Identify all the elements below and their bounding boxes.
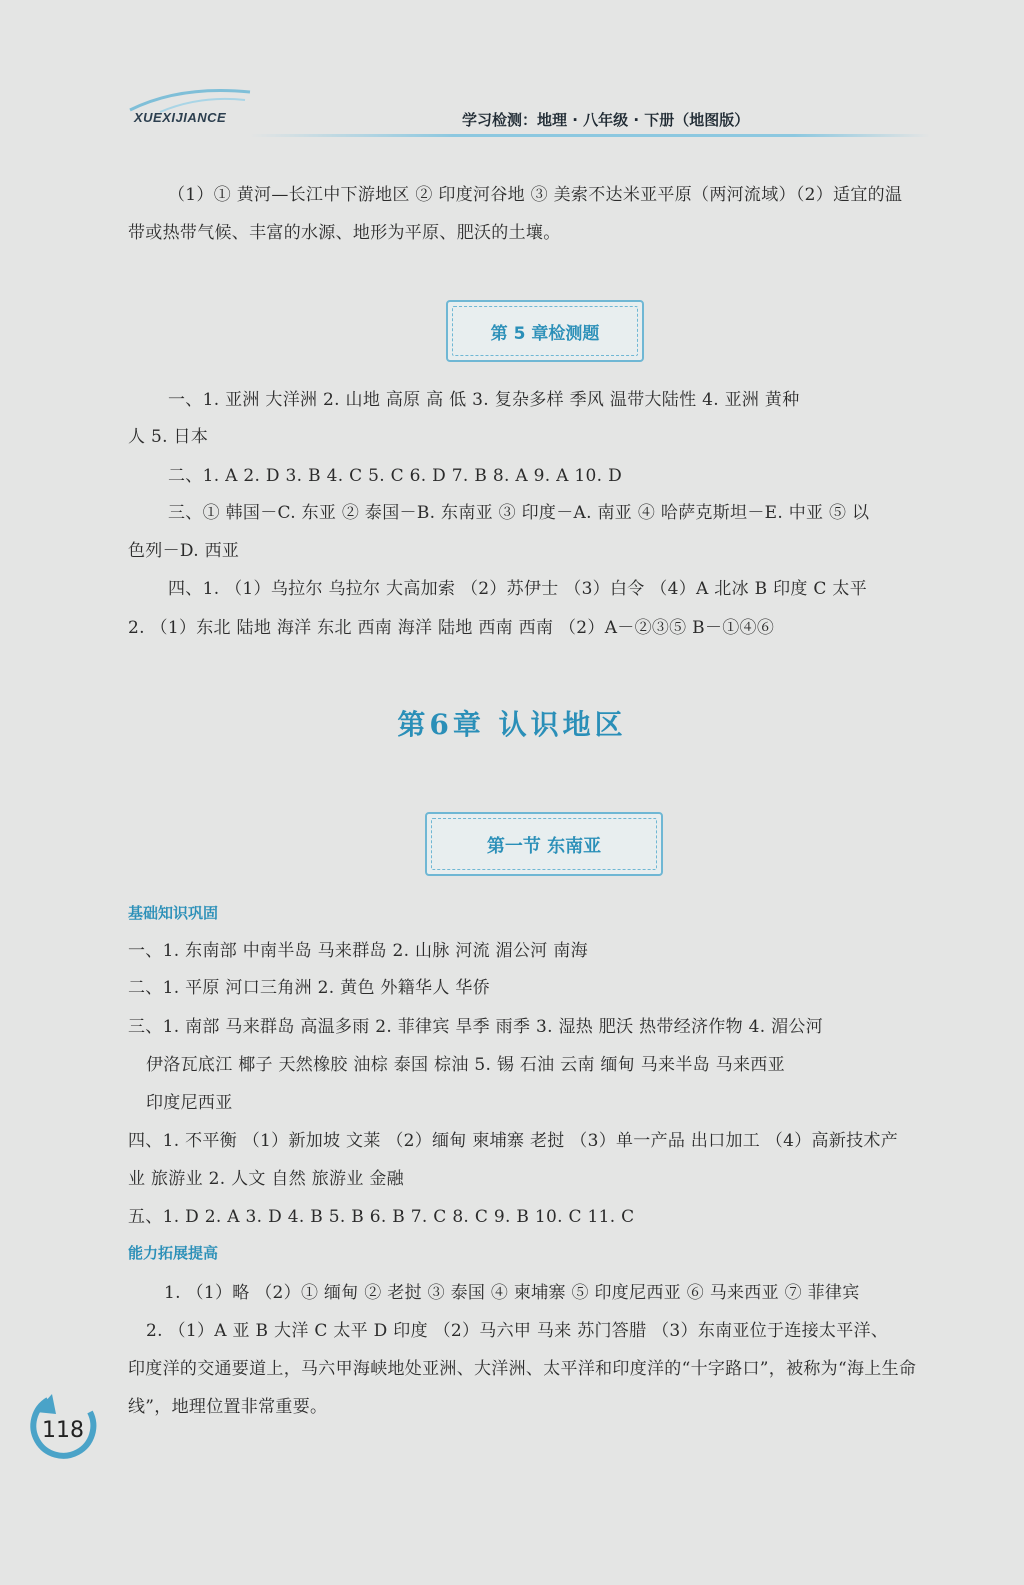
section-title: 第一节 东南亚 <box>486 836 602 857</box>
header-divider <box>250 134 930 137</box>
text-line: 二、1. 平原 河口三角洲 2. 黄色 外籍华人 华侨 <box>128 978 490 998</box>
text-line: 色列－D. 西亚 <box>128 541 240 561</box>
text-line: 二、1. A 2. D 3. B 4. C 5. C 6. D 7. B 8. A 9. A 10. D <box>168 466 623 486</box>
text-line: 印度洋的交通要道上，马六甲海峡地处亚洲、大洋洲、太平洋和印度洋的“十字路口”，被称为“海上生命 <box>128 1359 917 1379</box>
text-line: 四、1. （1）乌拉尔 乌拉尔 大高加索 （2）苏伊士 （3）白令 （4）A 北冰 B 印度 C 太平 <box>168 579 868 599</box>
chapter6-title: 第6章 认识地区 <box>397 708 627 741</box>
chapter5-title: 第 5 章检测题 <box>490 324 600 344</box>
ability-extension-heading: 能力拓展提高 <box>128 1244 219 1262</box>
text-line: 五、1. D 2. A 3. D 4. B 5. B 6. B 7. C 8. C 9. B 10. C 11. C <box>128 1207 635 1227</box>
text-line: 线”，地理位置非常重要。 <box>128 1397 328 1417</box>
text-line: 三、1. 南部 马来群岛 高温多雨 2. 菲律宾 旱季 雨季 3. 湿热 肥沃 热带经济作物 4. 湄公河 <box>128 1017 824 1037</box>
text-line: 一、1. 亚洲 大洋洲 2. 山地 高原 高 低 3. 复杂多样 季风 温带大陆性 4. 亚洲 黄种 <box>168 390 800 410</box>
section-title-frame <box>425 812 663 876</box>
book-title: 学习检测：地理 · 八年级 · 下册（地图版） <box>462 111 750 129</box>
text-line: 带或热带气候、丰富的水源、地形为平原、肥沃的土壤。 <box>128 223 561 243</box>
page-number: 118 <box>42 1418 84 1443</box>
text-line: 人 5. 日本 <box>128 427 209 447</box>
text-line: 1. （1）略 （2）① 缅甸 ② 老挝 ③ 泰国 ④ 柬埔寨 ⑤ 印度尼西亚 ⑥ 马来西亚 ⑦ 菲律宾 <box>164 1283 860 1303</box>
chapter5-title-frame <box>446 300 644 362</box>
brand-logo-text: XUEXIJIANCE <box>134 110 227 125</box>
text-line: 三、① 韩国－C. 东亚 ② 泰国－B. 东南亚 ③ 印度－A. 南亚 ④ 哈萨克斯坦－E. 中亚 ⑤ 以 <box>168 503 870 523</box>
text-line: 2. （1）A 亚 B 大洋 C 太平 D 印度 （2）马六甲 马来 苏门答腊 （3）东南亚位于连接太平洋、 <box>146 1321 889 1341</box>
text-line: 印度尼西亚 <box>146 1093 233 1113</box>
text-line: 伊洛瓦底江 椰子 天然橡胶 油棕 泰国 棕油 5. 锡 石油 云南 缅甸 马来半岛 马来西亚 <box>146 1055 785 1075</box>
text-line: 四、1. 不平衡 （1）新加坡 文莱 （2）缅甸 柬埔寨 老挝 （3）单一产品 出口加工 （4）高新技术产 <box>128 1131 899 1151</box>
text-line: 一、1. 东南部 中南半岛 马来群岛 2. 山脉 河流 湄公河 南海 <box>128 941 588 961</box>
text-line: 2. （1）东北 陆地 海洋 东北 西南 海洋 陆地 西南 西南 （2）A－②③⑤ B－①④⑥ <box>128 618 775 638</box>
text-line: （1）① 黄河—长江中下游地区 ② 印度河谷地 ③ 美索不达米亚平原（两河流域）（2）适宜的温 <box>168 185 903 205</box>
basic-knowledge-heading: 基础知识巩固 <box>128 904 219 922</box>
text-line: 业 旅游业 2. 人文 自然 旅游业 金融 <box>128 1169 404 1189</box>
